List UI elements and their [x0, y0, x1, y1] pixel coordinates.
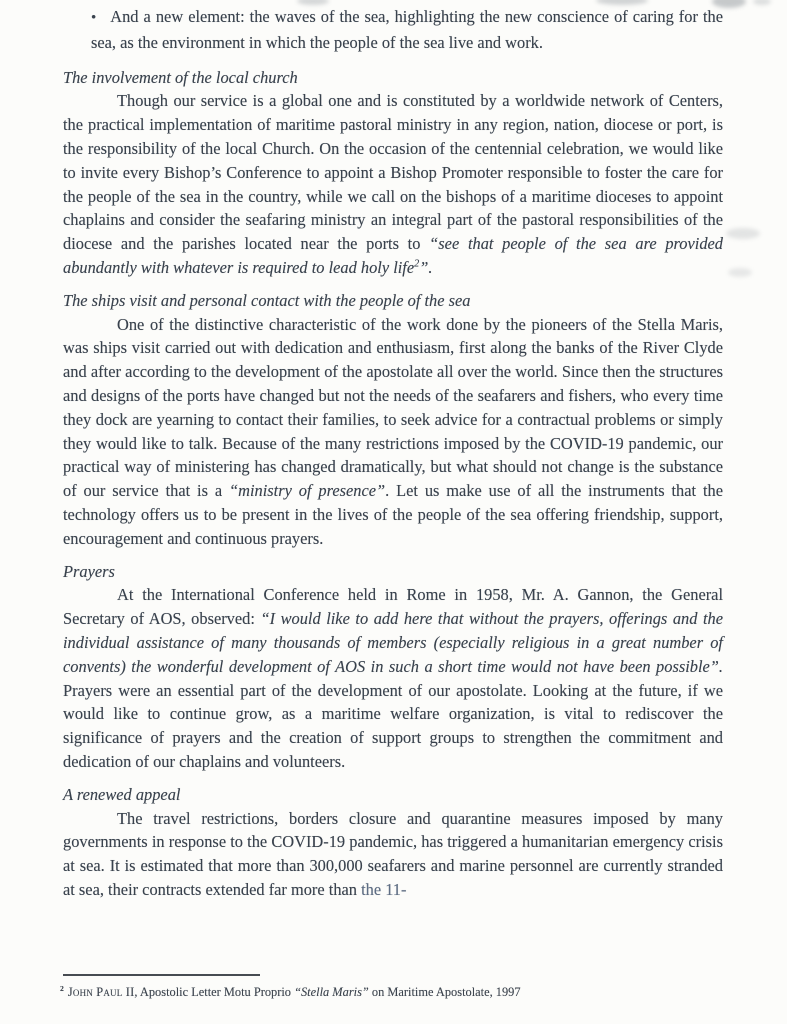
- text-run: One of the distinctive characteristic of the work done by the pioneers of the Stella Maris, was ships visit carried out with dedication and enthusiasm, first along the banks of the River Clyde and after according to the development of the apostolate all over the world. Since then the structures and designs of the ports have changed but not the needs of the seafarers and fishers, who every time they dock are yearning to contact their families, to seek advice for a contractual problems or simply they would like to talk. Because of the many restrictions imposed by the COVID-19 pandemic, our practical way of ministering has changed dramatically, but what should not change is the substance of our service that is a: [63, 314, 723, 501]
- page-body-text: [63, 5, 723, 902]
- text-run: Though our service is a global one and is constituted by a worldwide network of Centers, the practical implementation of maritime pastoral ministry in any region, nation, diocese or port, is the responsibility of the local Church. On the occasion of the centennial celebration, we would like to invite every Bishop’s Conference to appoint a Bishop Promoter responsible to foster the care for the people of the sea in the country, while we call on the bishops of a maritime dioceses to appoint chaplains and consider the seafaring ministry an integral part of the pastoral responsibilities of the diocese and the parishes located near the ports to: [63, 91, 723, 254]
- text-run: “ministry of presence”: [229, 481, 386, 501]
- heading-ships-visit: [63, 289, 723, 313]
- scan-artifact: [728, 268, 752, 277]
- text-run: on Maritime Apostolate, 1997: [368, 985, 521, 999]
- text-run: The involvement of the local church: [63, 67, 298, 87]
- heading-renewed-appeal: [63, 783, 723, 807]
- text-run: Prayers: [63, 561, 115, 581]
- text-run: The travel restrictions, borders closure and quarantine measures imposed by many governments in response to the COVID-19 pandemic, has triggered a humanitarian emergency crisis at sea. It is estimated that more than 300,000 seafarers and marine personnel are currently stranded at sea, their contracts extended far more than: [63, 808, 723, 899]
- heading-involvement-of-local-church: [63, 66, 723, 90]
- text-run: “see that people of the sea are provided abundantly with whatever is required to lead holy life: [63, 234, 724, 277]
- text-run: And a new element: the waves of the sea, highlighting the new conscience of caring for the sea, as the environment in which the people of the sea live and work.: [91, 7, 723, 52]
- footnote-text: [68, 985, 521, 999]
- text-run: ”.: [419, 257, 433, 277]
- paragraph-local-church: [63, 89, 723, 279]
- text-run: At the International Conference held in Rome in 1958, Mr. A. Gannon, the General Secretary of AOS, observed:: [63, 585, 723, 629]
- footnote-marker: 2: [60, 983, 64, 993]
- text-run: “Stella Maris”: [294, 985, 369, 999]
- text-run: the 11-: [361, 879, 407, 899]
- bullet-icon: •: [91, 10, 97, 26]
- text-run: 2: [414, 258, 420, 270]
- bullet-item-new-element: [63, 5, 723, 55]
- text-run: , Apostolic Letter Motu Proprio: [134, 985, 295, 999]
- heading-prayers: [63, 560, 723, 584]
- paragraph-ships-visit: [63, 313, 723, 551]
- scan-artifact: [726, 228, 760, 239]
- text-run: John Paul II: [67, 985, 135, 999]
- footnote: [60, 984, 750, 1000]
- paragraph-prayers: [63, 583, 723, 773]
- text-run: . Let us make use of all the instruments that the technology offers us to be present in the lives of the people of the sea offering friendship, support, encouragement and continuous prayers.: [63, 481, 723, 548]
- paragraph-renewed-appeal: [63, 807, 723, 902]
- text-run: A renewed appeal: [63, 784, 181, 804]
- text-run: “I would like to add here that without the prayers, offerings and the individual assistance of many thousands of members (especially religious in a great number of convents) the wonderful development of AOS in such a short time would not have been possible”.: [63, 609, 723, 676]
- scan-artifact: [753, 0, 771, 5]
- text-run: Prayers were an essential part of the development of our apostolate. Looking at the future, if we would like to continue grow, as a maritime welfare organization, is vital to rediscover the significance of prayers and the creation of support groups to strengthen the commitment and dedication of our chaplains and volunteers.: [63, 680, 723, 771]
- footnote-divider: [63, 974, 260, 976]
- text-run: The ships visit and personal contact with the people of the sea: [63, 290, 471, 310]
